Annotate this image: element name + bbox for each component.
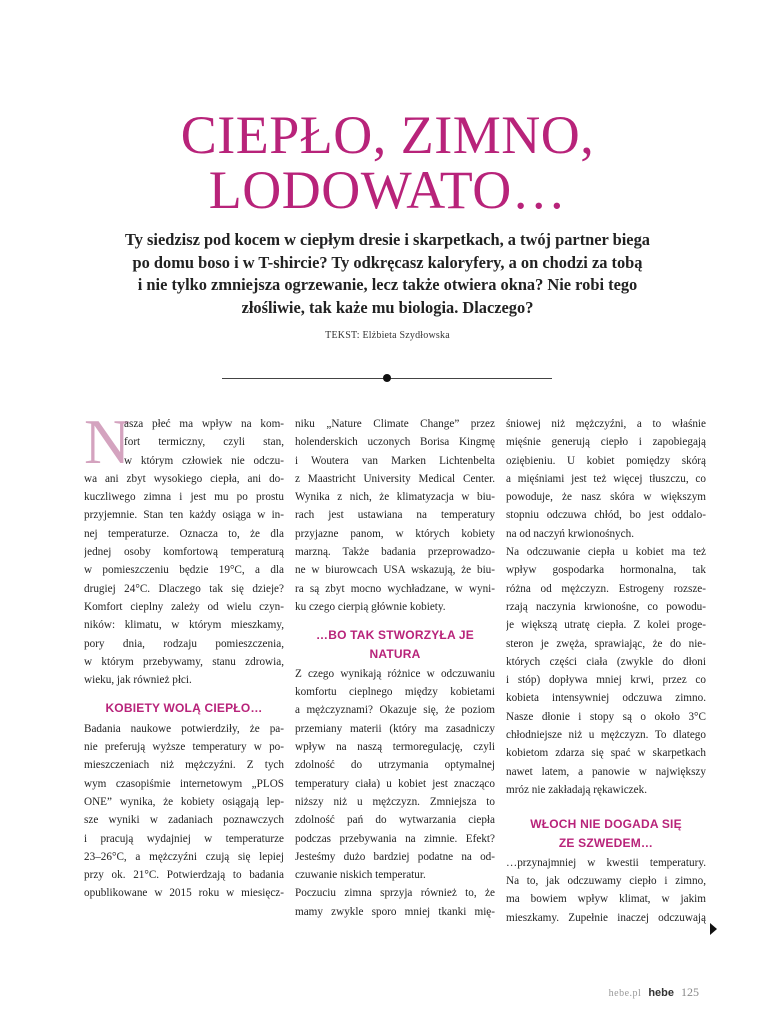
- text-line: kobietom zdarza się spać w skarpetkach: [506, 747, 706, 760]
- text-line: wpływ gospodarka hormonalna, tak: [506, 564, 706, 577]
- text-line: na od naczyń krwionośnych.: [506, 527, 635, 540]
- text-line: niku „Nature Climate Change” przez: [295, 418, 495, 430]
- text-line: w którym człowiek nie odczu-: [124, 454, 284, 467]
- text-line: w pomieszczeniu będzie 19°C, a dla: [84, 564, 284, 577]
- text-line: Wynika z nich, że klimatyzacja w biu-: [295, 491, 495, 504]
- paragraph: [295, 665, 495, 885]
- paragraph: [84, 415, 284, 689]
- text-line: i Woutera van Marken Lichtenbelta: [295, 454, 495, 467]
- text-line: stopniu odczuwa chłód, bo jest oddalo-: [506, 509, 706, 522]
- text-line: drugiej 24°C. Dlaczego tak się dzieje?: [84, 582, 284, 595]
- text-line: różna od mężczyzn. Estrogeny rozsze-: [506, 582, 706, 595]
- text-line: w którym przebywamy, stanu zdrowia,: [84, 655, 284, 668]
- subhead-line: NATURA: [369, 646, 421, 661]
- text-line: i stóp) dopływa mniej krwi, przez co: [506, 674, 706, 687]
- footer-brand: hebe: [648, 987, 674, 999]
- text-line: oziębieniu. U kobiet pomiędzy skórą: [506, 454, 706, 467]
- subhead-line: …BO TAK STWORZYŁA JE: [316, 628, 474, 643]
- text-line: Na odczuwanie ciepła u kobiet ma też: [506, 546, 706, 559]
- paragraph: [295, 884, 495, 921]
- text-line: Jesteśmy dużo bardziej podatne na od-: [295, 850, 495, 863]
- text-line: je większą utratę ciepła. Z kolei proge-: [506, 619, 706, 632]
- text-line: nawet latem, a panowie w największy: [506, 765, 706, 778]
- text-line: temperatury ciała) u kobiet jest znacząco: [295, 777, 495, 790]
- text-line: zdolność pań do wytwarzania ciepła: [295, 814, 495, 827]
- text-line: ne w biurowcach USA wskazują, że biu-: [295, 564, 495, 577]
- text-line: wpływ na naszą termoregulację, czyli: [295, 741, 495, 754]
- text-line: mieszczeniach niż mężczyźni. Z tych: [84, 759, 284, 772]
- text-line: których części ciała (zwykle do dłoni: [506, 655, 706, 668]
- section-subhead: [506, 815, 706, 852]
- text-line: śniowej niż mężczyźni, a to właśnie: [506, 418, 706, 430]
- text-line: jednej osoby komfortową temperaturą: [84, 546, 284, 559]
- lead-line: po domu boso i w T-shircie? Ty odkręcasz kaloryfery, a on chodzi za tobą: [132, 252, 643, 272]
- text-line: wa ani zbyt wysokiego ciepła, ani do-: [84, 472, 284, 485]
- text-line: ma bowiem wpływ klimat, w jakim: [506, 893, 706, 906]
- text-line: holenderskich uczonych Borisa Kingmę: [295, 436, 495, 449]
- text-line: asza płeć ma wpływ na kom-: [124, 418, 284, 430]
- text-line: z Maastricht University Medical Center.: [295, 472, 495, 485]
- text-line: steron je zwęża, sprawiając, że do nie-: [506, 637, 706, 650]
- text-line: przyjemnie. Stan ten każdy osiąga w in-: [84, 509, 284, 522]
- article-title: [0, 105, 775, 220]
- text-line: rzają naczynia krwionośne, co powodu-: [506, 600, 706, 613]
- text-line: pory dnia, rodzaju pomieszczenia,: [84, 637, 284, 650]
- text-line: Z czego wynikają różnice w odczuwaniu: [295, 667, 495, 680]
- page-number: 125: [681, 985, 699, 999]
- text-line: kuczliwego zimna i jest mu po prostu: [84, 491, 284, 504]
- title-line: LODOWATO…: [208, 160, 567, 220]
- text-line: ku czego cierpią głównie kobiety.: [295, 600, 446, 613]
- text-line: kobieta intensywniej odczuwa zimno.: [506, 692, 706, 705]
- section-subhead: KOBIETY WOLĄ CIEPŁO…: [105, 701, 263, 716]
- divider-dot: [383, 374, 391, 382]
- text-line: 23–26°C, a mężczyźni czują się lepiej: [84, 850, 284, 863]
- text-line: Komfort cieplny zależy od wielu czyn-: [84, 600, 284, 613]
- text-line: a mężczyznami? Okazuje się, że poziom: [295, 704, 495, 717]
- text-line: ra są zbyt mocno wychładzane, w wyni-: [295, 582, 495, 595]
- section-subhead: [295, 626, 495, 663]
- text-line: powoduje, że nasz skóra w większym: [506, 491, 706, 504]
- text-line: przemiany materii (który ma zasadniczy: [295, 722, 495, 735]
- lead-line: złośliwie, tak każe mu biologia. Dlaczego?: [241, 297, 534, 317]
- column-1: [84, 415, 284, 903]
- text-line: rach jest ustawiana na temperatury: [295, 509, 495, 522]
- paragraph: [84, 720, 284, 903]
- text-line: mróz nie zakładają rękawiczek.: [506, 783, 648, 796]
- paragraph: [506, 415, 706, 543]
- text-line: opublikowane w 2015 roku w miesięcz-: [84, 887, 284, 900]
- text-line: i pracują wydajniej w temperaturze: [84, 832, 284, 845]
- text-line: niższy niż u mężczyzn. Zmniejsza to: [295, 795, 495, 808]
- text-line: wieku, jak również płci.: [84, 674, 192, 687]
- text-line: podczas przebywania na zimnie. Efekt?: [295, 832, 495, 845]
- text-line: sze wyniki w zadaniach poznawczych: [84, 814, 284, 827]
- subhead-line: WŁOCH NIE DOGADA SIĘ: [530, 817, 682, 832]
- text-line: mięśnie generują ciepło i zapobiegają: [506, 436, 706, 449]
- text-line: wym czasopiśmie internetowym „PLOS: [84, 777, 284, 790]
- text-line: ników: klimatu, w którym mieszkamy,: [84, 619, 284, 632]
- title-line: CIEPŁO, ZIMNO,: [180, 105, 595, 165]
- text-line: przy ok. 21°C. Potwierdzają to badania: [84, 869, 284, 882]
- text-line: nie preferują wyższe temperatury w po-: [84, 741, 284, 754]
- text-line: chłodniejsze niż u mężczyzn. To dlatego: [506, 729, 706, 742]
- paragraph: [506, 543, 706, 799]
- text-line: a mięśniami jest też więcej tłuszczu, co: [506, 472, 706, 485]
- text-line: Nasze dłonie i stopy są o około 3°C: [506, 710, 706, 723]
- subhead-line: ZE SZWEDEM…: [558, 835, 654, 850]
- text-line: marzną. Także badania przeprowadzo-: [295, 546, 495, 559]
- text-line: ONE” wynika, że kobiety osiągają lep-: [84, 795, 284, 808]
- text-line: przyjazne panom, w których kobiety: [295, 527, 495, 540]
- byline: TEKST: Elżbieta Szydłowska: [325, 330, 450, 341]
- continue-arrow-icon: [710, 923, 717, 935]
- text-line: zdolność do utrzymania optymalnej: [295, 759, 495, 772]
- paragraph: [506, 854, 706, 927]
- column-3: [506, 415, 706, 927]
- page-footer: [609, 985, 699, 1000]
- lead-line: i nie tylko zmniejsza ogrzewanie, lecz także otwiera okna? Nie robi tego: [137, 275, 638, 294]
- text-line: komfortu cieplnego między kobietami: [295, 686, 495, 699]
- lead-line: Ty siedzisz pod kocem w ciepłym dresie i skarpetkach, a twój partner biega: [125, 230, 650, 249]
- text-line: mamy zwykle sporo mniej tkanki mię-: [295, 905, 495, 918]
- text-line: …przynajmniej w kwestii temperatury.: [506, 856, 706, 869]
- dropcap: N: [84, 406, 131, 477]
- text-line: mieszkamy. Zupełnie inaczej odczuwają: [506, 911, 706, 924]
- text-line: Poczuciu zimna sprzyja również to, że: [295, 887, 495, 900]
- text-line: fort termiczny, czyli stan,: [124, 436, 284, 449]
- text-line: czuwanie niskich temperatur.: [295, 869, 426, 882]
- paragraph: [295, 415, 495, 616]
- article-lead: [100, 229, 675, 319]
- text-line: nej temperaturze. Oznacza to, że dla: [84, 527, 284, 540]
- column-2: [295, 415, 495, 921]
- text-line: Badania naukowe potwierdziły, że pa-: [84, 722, 284, 735]
- text-line: Na to, jak odczuwamy ciepło i zimno,: [506, 875, 706, 888]
- footer-site: hebe.pl: [608, 988, 642, 999]
